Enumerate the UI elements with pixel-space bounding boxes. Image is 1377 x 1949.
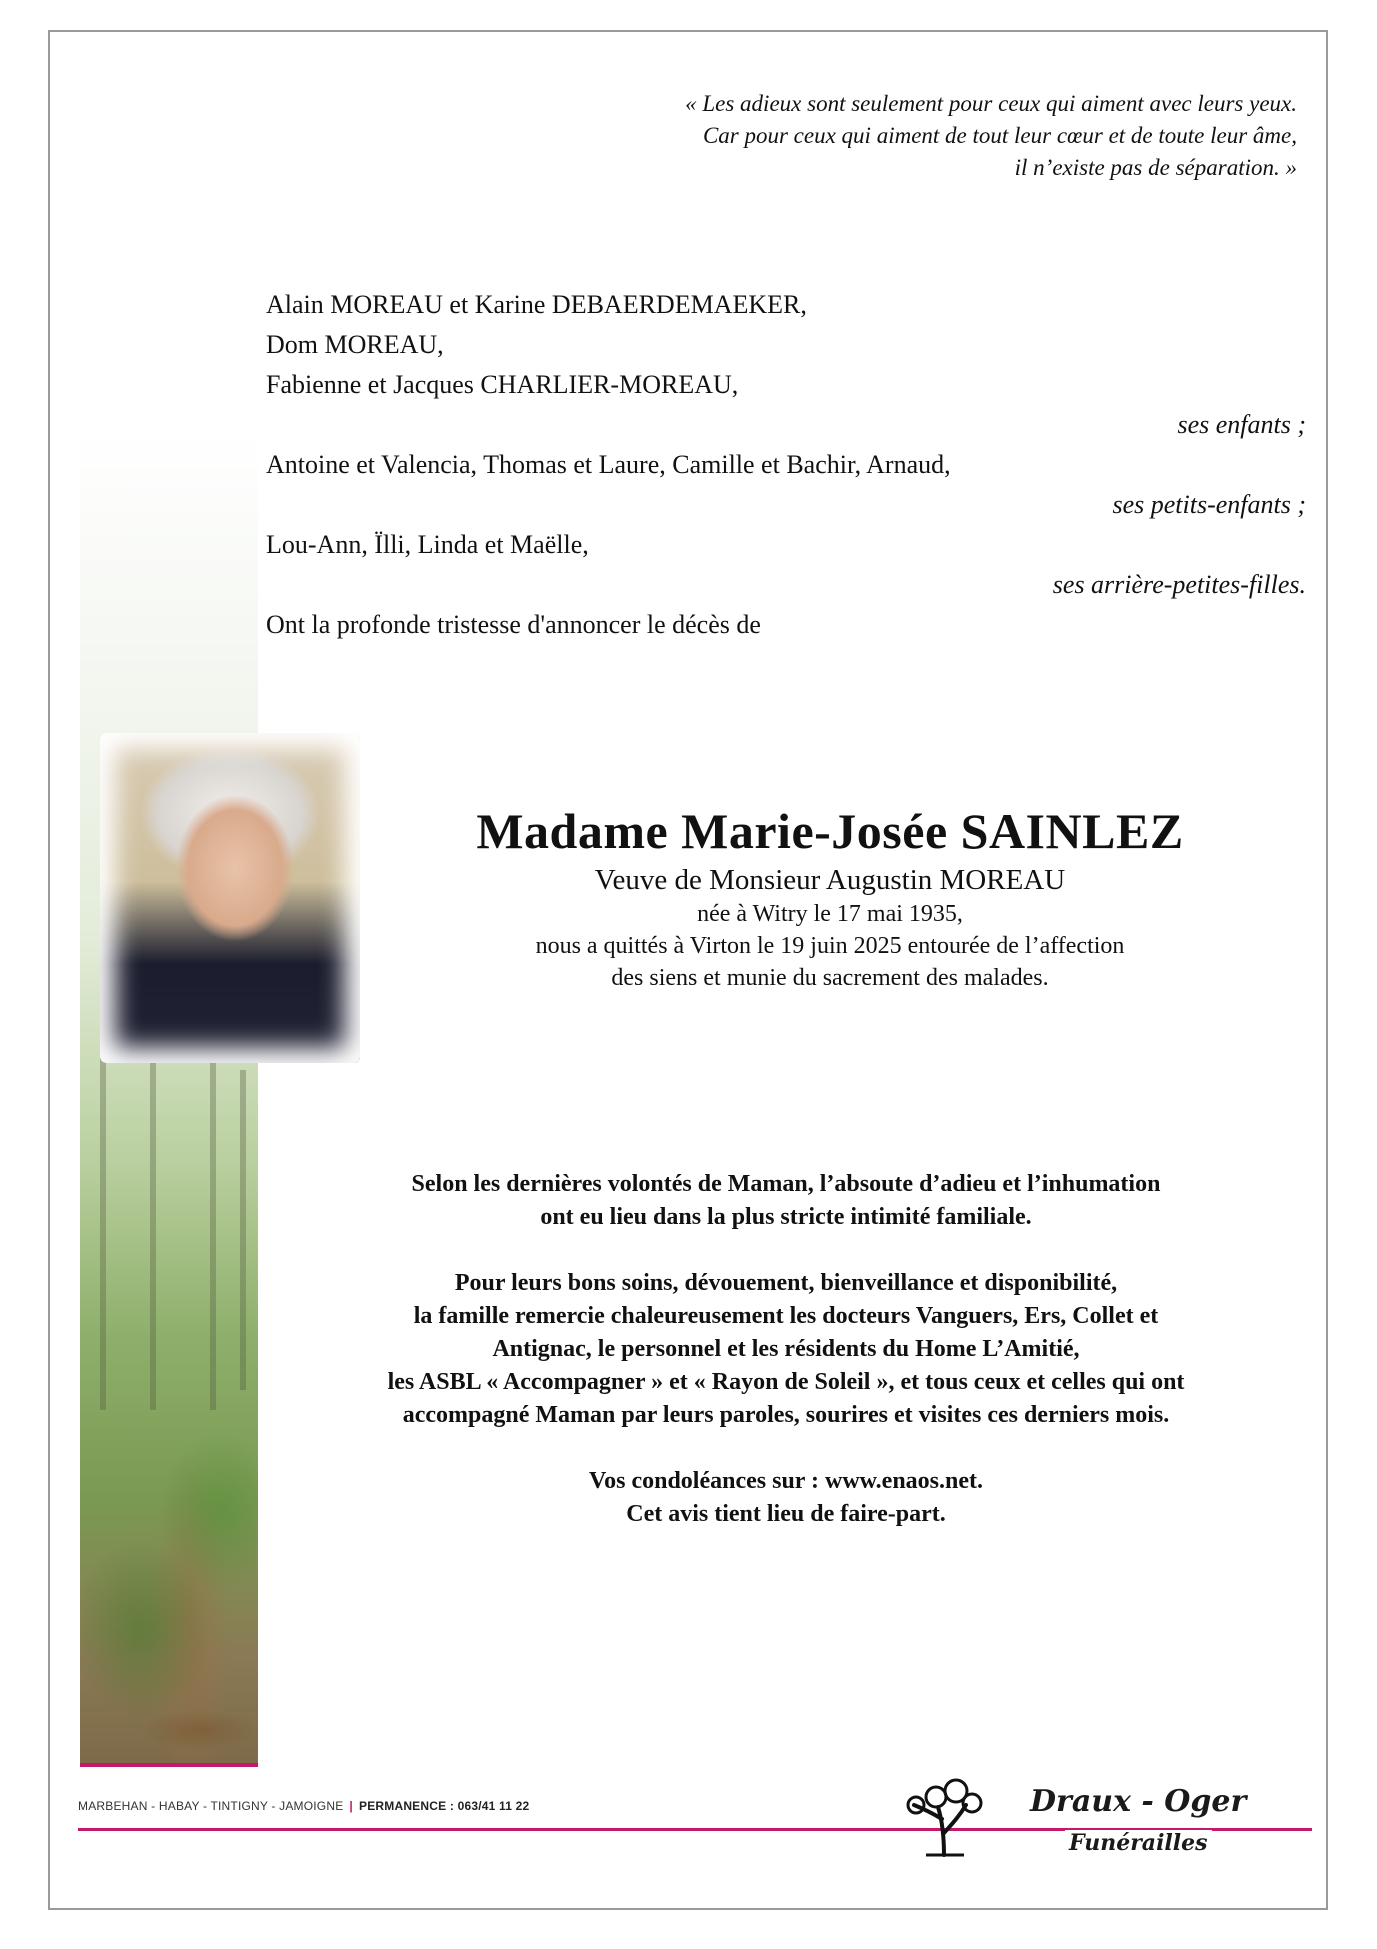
death-info-line: des siens et munie du sacrement des malades. (611, 965, 1049, 991)
quote-line: il n’existe pas de séparation. » (1014, 155, 1297, 180)
funeral-line: Selon les dernières volontés de Maman, l’absoute d’adieu et l’inhumation (411, 1171, 1161, 1197)
deceased-info (380, 800, 1280, 994)
funeral-line: ont eu lieu dans la plus stricte intimité familiale. (540, 1204, 1032, 1230)
forest-underline (80, 1763, 258, 1767)
quote-line: Car pour ceux qui aiment de tout leur cœur et de toute leur âme, (702, 123, 1297, 148)
footer-locations: MARBEHAN - HABAY - TINTIGNY - JAMOIGNE (78, 1799, 344, 1813)
thanks-line: accompagné Maman par leurs paroles, sourires et visites ces derniers mois. (402, 1402, 1170, 1428)
funeral-home-subtitle: Funérailles (1065, 1830, 1212, 1856)
footer-contact (78, 1799, 529, 1813)
footer-separator: | (349, 1799, 353, 1813)
great-grandchildren-entry: Lou-Ann, Ïlli, Linda et Maëlle, (266, 530, 589, 559)
thanks-line: Antignac, le personnel et les résidents du Home L’Amitié, (492, 1336, 1080, 1362)
faire-part-line: Cet avis tient lieu de faire-part. (626, 1501, 946, 1527)
children-label: ses enfants ; (1177, 410, 1306, 439)
deceased-name: Madame Marie-Josée SAINLEZ (476, 803, 1184, 859)
footer-permanence: PERMANENCE : 063/41 11 22 (358, 1799, 530, 1813)
birth-info: née à Witry le 17 mai 1935, (697, 901, 963, 927)
funeral-home-name: Draux - Oger (1030, 1784, 1247, 1819)
family-list (266, 285, 1306, 645)
death-info-line: nous a quittés à Virton le 19 juin 2025 entourée de l’affection (535, 933, 1125, 959)
grandchildren-label: ses petits-enfants ; (1112, 490, 1306, 519)
notice-block (266, 1168, 1306, 1531)
thanks-line: Pour leurs bons soins, dévouement, bienveillance et disponibilité, (454, 1270, 1118, 1296)
announcement-text: Ont la profonde tristesse d'annoncer le décès de (266, 610, 761, 639)
grandchildren-entry: Antoine et Valencia, Thomas et Laure, Camille et Bachir, Arnaud, (266, 450, 951, 479)
widow-of: Veuve de Monsieur Augustin MOREAU (594, 864, 1066, 896)
forest-path-image (80, 430, 258, 1765)
child-entry: Dom MOREAU, (266, 330, 444, 359)
thanks-line: les ASBL « Accompagner » et « Rayon de Soleil », et tous ceux et celles qui ont (387, 1369, 1185, 1395)
epigraph-quote (685, 88, 1297, 184)
thanks-line: la famille remercie chaleureusement les docteurs Vanguers, Ers, Collet et (413, 1303, 1159, 1329)
condolences-line: Vos condoléances sur : www.enaos.net. (588, 1468, 984, 1494)
deceased-portrait (100, 733, 360, 1063)
quote-line: « Les adieux sont seulement pour ceux qui aiment avec leurs yeux. (685, 91, 1297, 116)
great-grandchildren-label: ses arrière-petites-filles. (1052, 570, 1306, 599)
tree-logo-icon (898, 1775, 993, 1860)
child-entry: Alain MOREAU et Karine DEBAERDEMAEKER, (266, 290, 807, 319)
child-entry: Fabienne et Jacques CHARLIER-MOREAU, (266, 370, 739, 399)
